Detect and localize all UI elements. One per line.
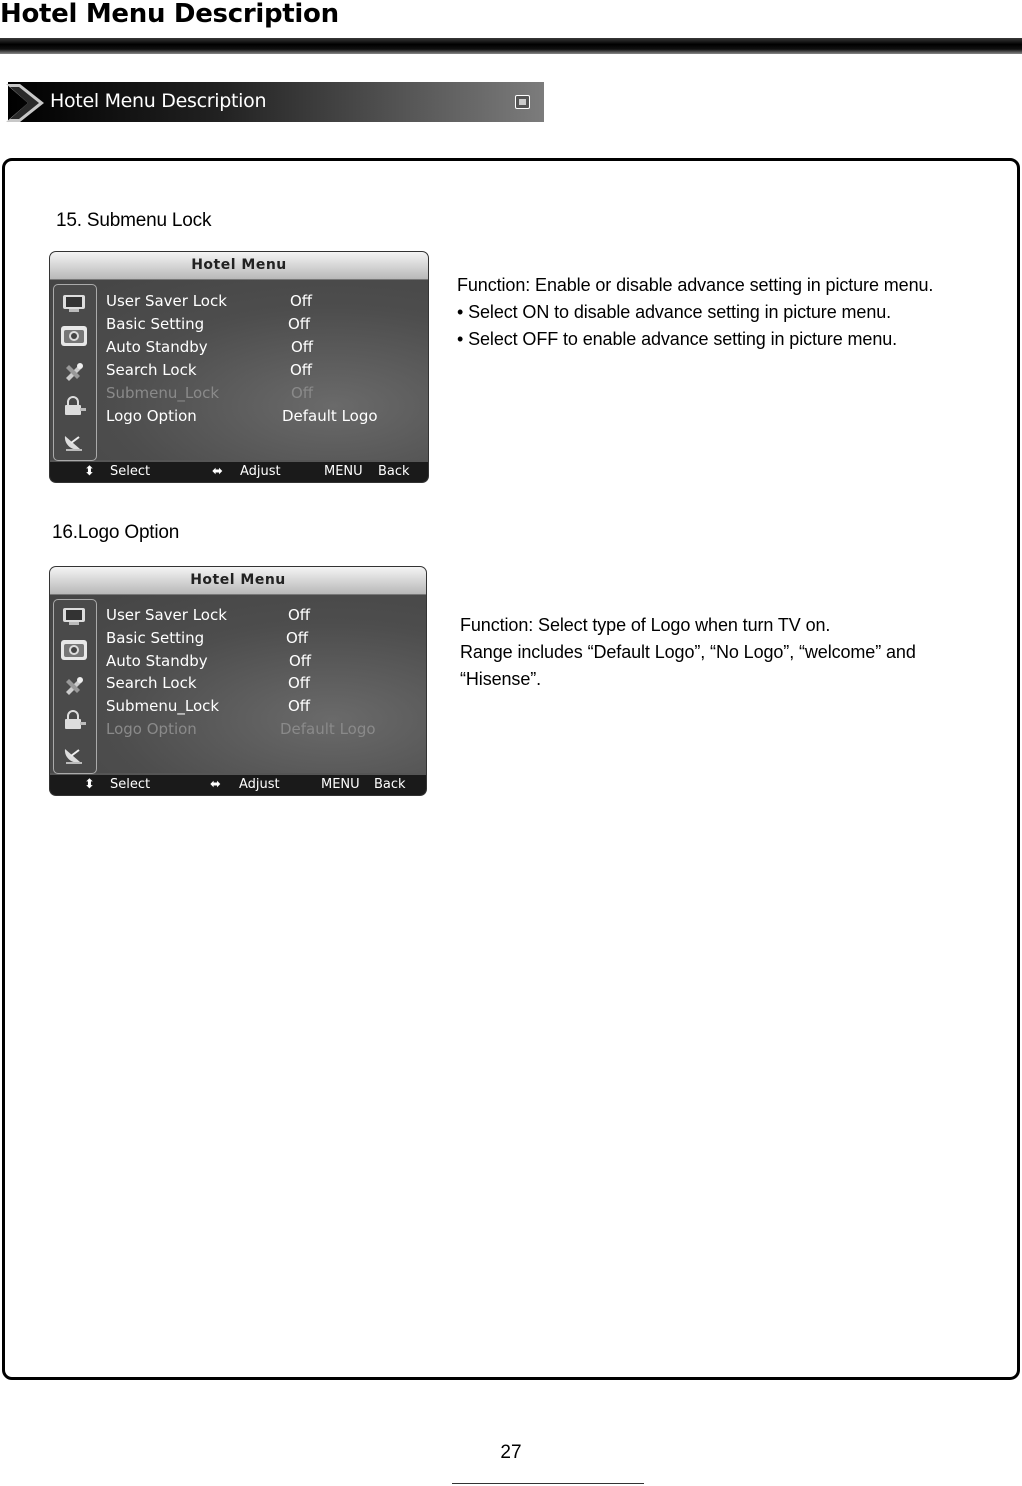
page-title: Hotel Menu Description: [0, 0, 339, 29]
satellite-dish-icon[interactable]: [60, 432, 88, 452]
tools-icon[interactable]: [60, 361, 88, 381]
menu-icon-column: [53, 599, 97, 774]
up-down-arrows-icon: ⬍: [84, 464, 95, 479]
menu-row-submenu-lock[interactable]: Submenu_Lock Off: [106, 697, 311, 715]
section-title-logo-option: 16.Logo Option: [52, 522, 180, 543]
chevron-right-icon: [6, 84, 46, 122]
menu-row-basic-setting[interactable]: Basic Setting Off: [106, 629, 309, 647]
menu-row-search-lock[interactable]: Search Lock Off: [106, 674, 311, 692]
menu-row-user-saver-lock[interactable]: User Saver Lock Off: [106, 292, 313, 310]
menu-title: Hotel Menu: [50, 567, 426, 595]
camera-icon[interactable]: [60, 326, 88, 346]
menu-row-logo-option[interactable]: Logo Option Default Logo: [106, 720, 376, 738]
menu-row-search-lock[interactable]: Search Lock Off: [106, 361, 313, 379]
menu-row-auto-standby[interactable]: Auto Standby Off: [106, 338, 314, 356]
menu-footer: ⬍ Select ⬌ Adjust MENU Back: [50, 775, 426, 795]
lock-icon[interactable]: [60, 710, 88, 730]
lock-icon[interactable]: [60, 396, 88, 416]
menu-row-submenu-lock[interactable]: Submenu_Lock Off: [106, 384, 314, 402]
menu-row-logo-option[interactable]: Logo Option Default Logo: [106, 407, 378, 425]
footer-rule: [452, 1483, 644, 1484]
tv-icon[interactable]: [60, 606, 88, 626]
up-down-arrows-icon: ⬍: [84, 777, 95, 792]
left-right-arrows-icon: ⬌: [212, 464, 223, 479]
menu-row-basic-setting[interactable]: Basic Setting Off: [106, 315, 311, 333]
hotel-menu-screenshot: [50, 252, 428, 482]
menu-footer: ⬍ Select ⬌ Adjust MENU Back: [50, 462, 428, 482]
menu-row-user-saver-lock[interactable]: User Saver Lock Off: [106, 606, 311, 624]
description-submenu-lock: Function: Enable or disable advance setting in picture menu. • Select ON to disable advance setting in picture menu. • Select OFF to enable advance setting in picture menu.: [457, 275, 934, 349]
page-number: 27: [500, 1442, 522, 1463]
square-icon: [515, 95, 530, 109]
title-rule: [0, 38, 1022, 54]
left-right-arrows-icon: ⬌: [210, 777, 221, 792]
hotel-menu-screenshot: [50, 567, 426, 795]
tv-icon[interactable]: [60, 293, 88, 313]
menu-icon-column: [53, 284, 97, 461]
banner-label: Hotel Menu Description: [50, 90, 267, 112]
section-title-submenu-lock: 15. Submenu Lock: [56, 210, 212, 231]
satellite-dish-icon[interactable]: [60, 745, 88, 765]
menu-body: [50, 280, 428, 460]
tools-icon[interactable]: [60, 675, 88, 695]
menu-title: Hotel Menu: [50, 252, 428, 280]
camera-icon[interactable]: [60, 640, 88, 660]
menu-row-auto-standby[interactable]: Auto Standby Off: [106, 652, 312, 670]
description-logo-option: Function: Select type of Logo when turn TV on. Range includes “Default Logo”, “No Logo”, “welcome” and “Hisense”.: [460, 615, 916, 689]
section-banner: [8, 82, 544, 122]
menu-body: [50, 595, 426, 773]
